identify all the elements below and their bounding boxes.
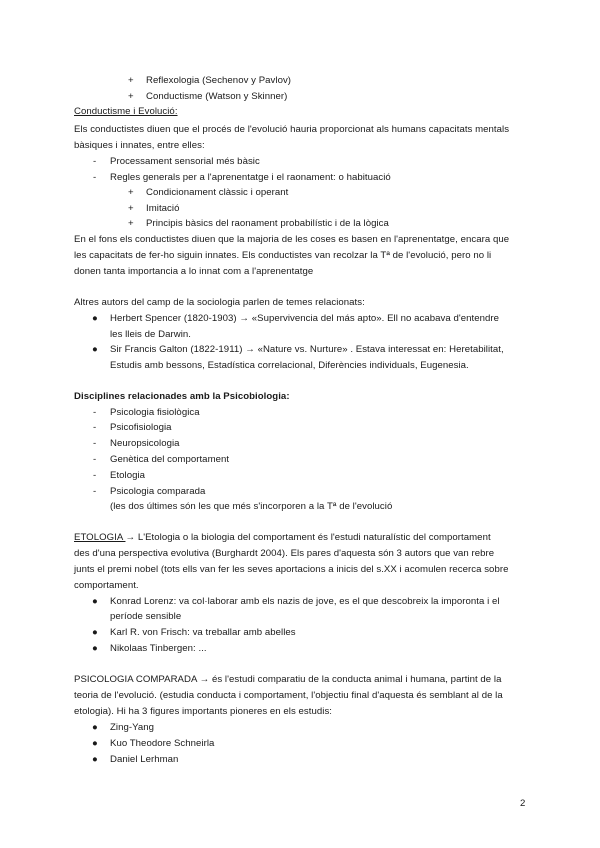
paragraph-line: bàsiques i innates, entre elles: bbox=[74, 140, 205, 151]
bullet-dot: ● bbox=[92, 627, 98, 638]
bullet-item-line: Herbert Spencer (1820-1903) → «Supervivencia del más apto». Ell no acabava d'entendre bbox=[110, 313, 499, 324]
dash-marker: - bbox=[93, 172, 97, 183]
page-number: 2 bbox=[520, 798, 526, 809]
etologia-definition: → L'Etologia o la biologia del comportament és l'estudi naturalístic del comportament bbox=[125, 532, 491, 543]
bullet-item-line: Kuo Theodore Schneirla bbox=[110, 738, 215, 749]
dash-list-note: (les dos últimes són les que més s'incorporen a la Tª de l'evolució bbox=[110, 501, 393, 512]
dash-list-item: Genètica del comportament bbox=[110, 454, 230, 465]
dash-list-item: Psicofisiologia bbox=[110, 422, 172, 433]
sub-bullet-marker: + bbox=[128, 218, 134, 229]
paragraph-line: teoria de l'evolució. (estudia conducta i comportament, l'objectiu final d'aquesta és semblant al de la bbox=[74, 690, 503, 701]
bullet-item-line: Nikolaas Tinbergen: ... bbox=[110, 643, 207, 654]
sub-bullet-marker: + bbox=[128, 75, 134, 86]
bullet-dot: ● bbox=[92, 643, 98, 654]
paragraph-line: Els conductistes diuen que el procés de l'evolució hauria proporcionat als humans capacitats mentals bbox=[74, 124, 510, 135]
bullet-item-line: Sir Francis Galton (1822-1911) → «Nature vs. Nurture» . Estava interessat en: Heretabilitat, bbox=[110, 344, 504, 355]
sub-list-item: Imitació bbox=[146, 203, 180, 214]
dash-marker: - bbox=[93, 486, 97, 497]
bullet-item-line: Zing-Yang bbox=[110, 722, 155, 733]
sub-list-item: Condicionament clàssic i operant bbox=[146, 187, 289, 198]
dash-marker: - bbox=[93, 438, 97, 449]
paragraph-line: donen tanta importancia a lo innat com a l'aprenentatge bbox=[74, 266, 314, 277]
section-heading-disciplines: Disciplines relacionades amb la Psicobiologia: bbox=[74, 391, 290, 402]
paragraph-line: junts el premi nobel (tots ells van fer les seves aportacions a inicis del s.XX i acomulen recerca sobre bbox=[74, 564, 509, 575]
bullet-dot: ● bbox=[92, 313, 98, 324]
bullet-dot: ● bbox=[92, 344, 98, 355]
paragraph-line: PSICOLOGIA COMPARADA → és l'estudi comparatiu de la conducta animal i humana, partint de la bbox=[74, 674, 502, 685]
dash-list-item: Psicologia fisiològica bbox=[110, 407, 200, 418]
dash-list-item: Etologia bbox=[110, 470, 146, 481]
bullet-dot: ● bbox=[92, 596, 98, 607]
bullet-item-line: les lleis de Darwin. bbox=[110, 329, 191, 340]
bullet-dot: ● bbox=[92, 754, 98, 765]
paragraph-line: Altres autors del camp de la sociologia parlen de temes relacionats: bbox=[74, 297, 365, 308]
sub-bullet-marker: + bbox=[128, 91, 134, 102]
dash-list-item: Regles generals per a l'aprenentatge i el raonament: o habituació bbox=[110, 172, 391, 183]
sub-list-item: Principis bàsics del raonament probabilístic i de la lògica bbox=[146, 218, 389, 229]
paragraph-line: les capacitats de fer-ho siguin innates. Els conductistes van recolzar la Tª de l'evolució, pero no li bbox=[74, 250, 492, 261]
paragraph-line: des d'una perspectiva evolutiva (Burghardt 2004). Els pares d'aquesta són 3 autors que van rebre bbox=[74, 548, 495, 559]
paragraph-line: etologia). Hi ha 3 figures importants pioneres en els estudis: bbox=[74, 706, 333, 717]
bullet-item-line: Daniel Lerhman bbox=[110, 754, 179, 765]
sub-bullet-marker: + bbox=[128, 187, 134, 198]
dash-list-item: Neuropsicologia bbox=[110, 438, 180, 449]
paragraph-line: En el fons els conductistes diuen que la majoria de les coses es basen en l'aprenentatge, encara que bbox=[74, 234, 510, 245]
dash-marker: - bbox=[93, 454, 97, 465]
bullet-dot: ● bbox=[92, 738, 98, 749]
etologia-term: ETOLOGIA bbox=[74, 532, 126, 543]
bullet-dot: ● bbox=[92, 722, 98, 733]
paragraph-line: comportament. bbox=[74, 580, 139, 591]
bullet-item-line: Konrad Lorenz: va col·laborar amb els nazis de jove, es el que descobreix la imporonta i el bbox=[110, 596, 500, 607]
section-heading-conductisme: Conductisme i Evolució: bbox=[74, 106, 178, 117]
dash-marker: - bbox=[93, 470, 97, 481]
bullet-item-line: Estudis amb bessons, Estadística correlacional, Diferències individuals, Eugenesia. bbox=[110, 360, 469, 371]
paragraph-line-etologia bbox=[74, 532, 491, 544]
sub-bullet-marker: + bbox=[128, 203, 134, 214]
dash-marker: - bbox=[93, 422, 97, 433]
dash-marker: - bbox=[93, 407, 97, 418]
dash-list-item: Psicologia comparada bbox=[110, 486, 206, 497]
sub-list-item: Reflexologia (Sechenov y Pavlov) bbox=[146, 75, 292, 86]
bullet-item-line: període sensible bbox=[110, 611, 182, 622]
dash-marker: - bbox=[93, 156, 97, 167]
dash-list-item: Processament sensorial més bàsic bbox=[110, 156, 260, 167]
bullet-item-line: Karl R. von Frisch: va treballar amb abelles bbox=[110, 627, 296, 638]
sub-list-item: Conductisme (Watson y Skinner) bbox=[146, 91, 288, 102]
